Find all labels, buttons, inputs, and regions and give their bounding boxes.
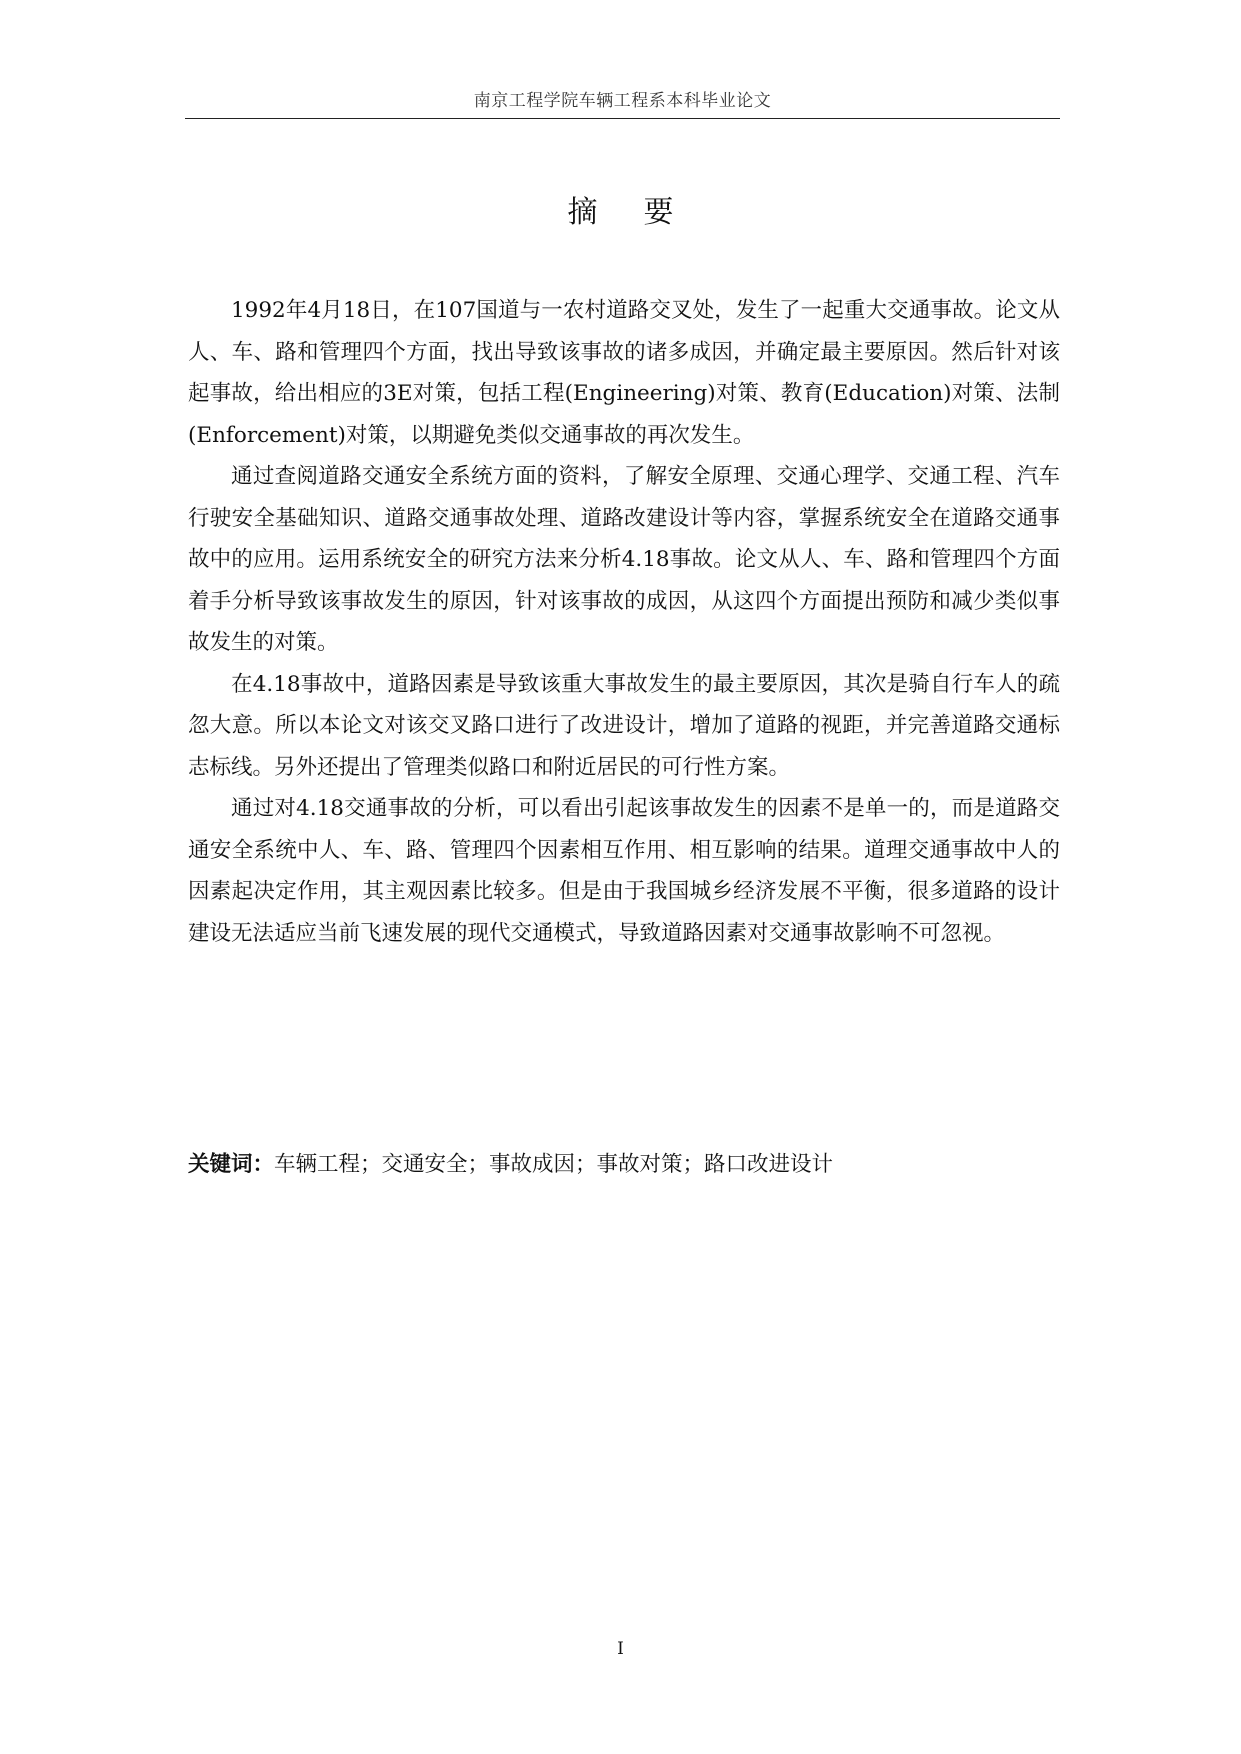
- keywords: [188, 1148, 1060, 1182]
- running-title: 南京工程学院车辆工程系本科毕业论文: [473, 91, 772, 111]
- abstract-paragraph: 在4.18事故中，道路因素是导致该重大事故发生的最主要原因，其次是骑自行车人的疏忽大意。所以本论文对该交叉路口进行了改进设计，增加了道路的视距，并完善道路交通标志标线。另外还提出了管理类似路口和附近居民的可行性方案。: [188, 671, 1060, 780]
- keywords-label: 关键词：: [188, 1152, 275, 1177]
- abstract-paragraph: 通过对4.18交通事故的分析，可以看出引起该事故发生的因素不是单一的，而是道路交通安全系统中人、车、路、管理四个因素相互作用、相互影响的结果。道理交通事故中人的因素起决定作用，其主观因素比较多。但是由于我国城乡经济发展不平衡，很多道路的设计建设无法适应当前飞速发展的现代交通模式，导致道路因素对交通事故影响不可忽视。: [188, 796, 1060, 946]
- abstract-paragraph: 1992年4月18日，在107国道与一农村道路交叉处，发生了一起重大交通事故。论文从人、车、路和管理四个方面，找出导致该事故的诸多成因，并确定最主要原因。然后针对该起事故，给出相应的3E对策，包括工程(Engineering)对策、教育(Education)对策、法制(Enforcement)对策，以期避免类似交通事故的再次发生。: [188, 298, 1060, 448]
- abstract-paragraph: 通过查阅道路交通安全系统方面的资料，了解安全原理、交通心理学、交通工程、汽车行驶安全基础知识、道路交通事故处理、道路改建设计等内容，掌握系统安全在道路交通事故中的应用。运用系统安全的研究方法来分析4.18事故。论文从人、车、路和管理四个方面着手分析导致该事故发生的原因，针对该事故的成因，从这四个方面提出预防和减少类似事故发生的对策。: [188, 464, 1060, 655]
- page-header: [185, 84, 1060, 119]
- page-number: I: [617, 1639, 624, 1659]
- page-title: 摘要: [567, 195, 720, 230]
- keywords-value: 车辆工程；交通安全；事故成因；事故对策；路口改进设计: [274, 1152, 834, 1177]
- abstract-body: [188, 290, 1060, 954]
